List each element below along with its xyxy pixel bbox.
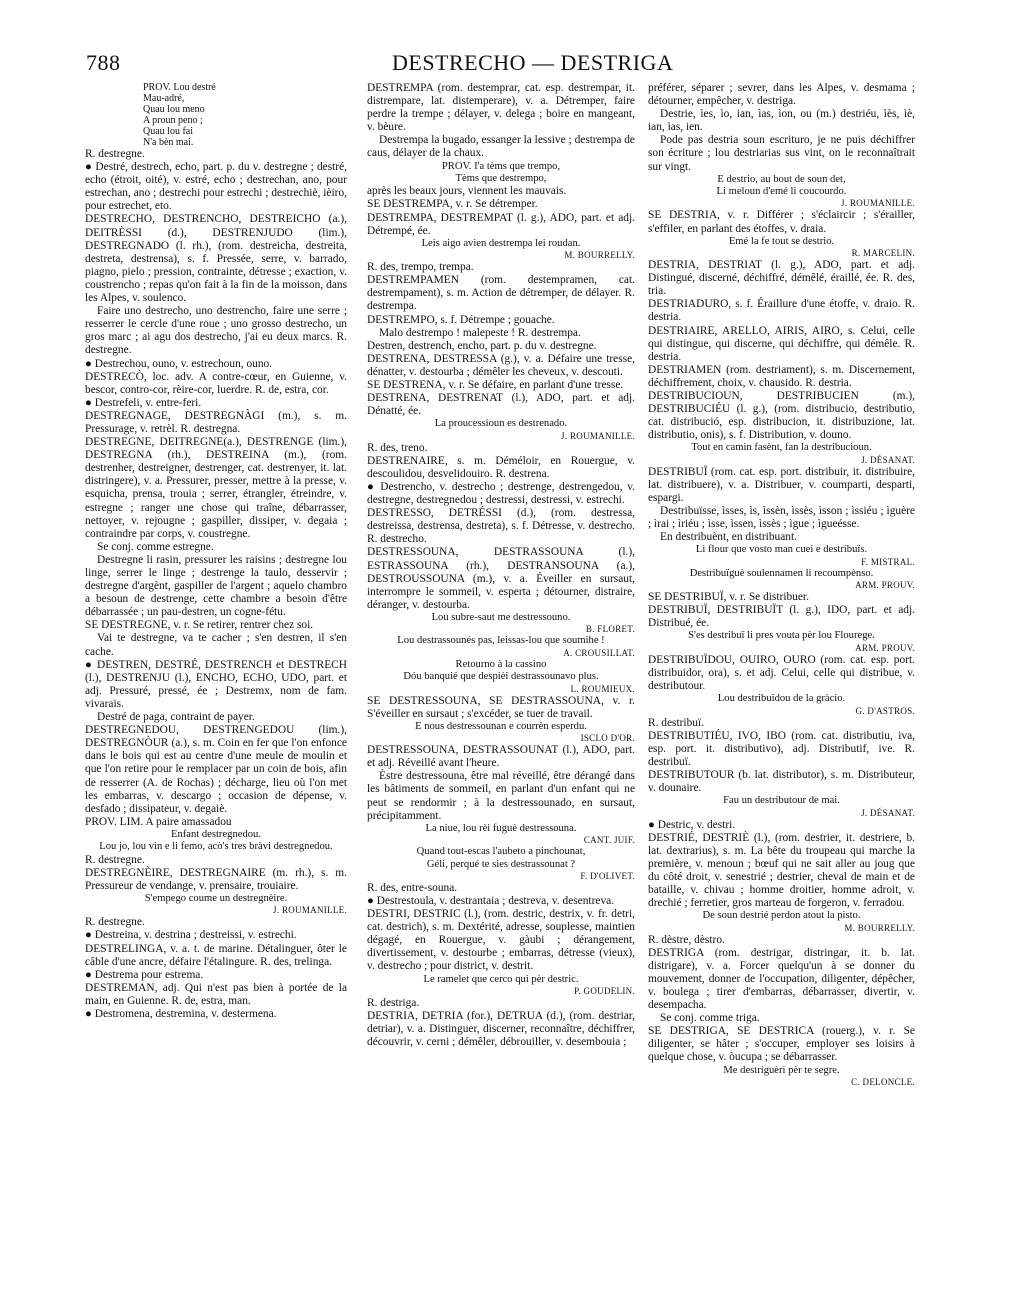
citation-author: R. MARCELIN. xyxy=(851,248,915,259)
citation-author: F. D'OLIVET. xyxy=(580,870,635,881)
dictionary-paragraph: ● Destrencho, v. destrecho ; destrenge, destrengedou, v. destregne, destregnedou ; destressi, destressi, v. estrechi. xyxy=(367,480,635,507)
quotation: La niue, lou rèi fuguè destressouna. xyxy=(425,822,577,834)
citation-author: ARM. PROUV. xyxy=(855,642,915,653)
dictionary-paragraph: DESTRIBUÏ (rom. cat. esp. port. distribuir, it. distribuire, lat. distribuere), v. a. Distribuer, v. coumparti, desparti, espargi. xyxy=(648,465,915,504)
dictionary-paragraph: DESTRI, DESTRIC (l.), (rom. destric, destrix, v. fr. detri, cat. destrich), s. m. Dextérité, adresse, souplesse, maintien dégagé, en Rouergue, v. gàubi ; dérangement, divertissement, v. destourbe ; embarras, détresse (vieux), v. destrecho ; pour district, v. destrit. xyxy=(367,908,635,973)
dictionary-paragraph: ● Destric, v. destri. xyxy=(648,818,736,831)
citation-author: ARM. PROUV. xyxy=(855,580,915,591)
dictionary-paragraph: DESTRECHO, DESTRENCHO, DESTREICHO (a.), DEITRÈSSI (d.), DESTRENJUDO (lim.), DESTREGNADO (l. rh.), (rom. destreicha, destreita, destreta, destrensa), s. f. Pressée, serre, v. barrado, piagno, pielo ; pression, contrainte, détresse ; exaction, v. coustrencho ; repas qu'on fait à la fin de la moisson, dans les Alpes, v. soulenco. xyxy=(85,213,347,305)
dictionary-paragraph: Se conj. comme estregne. xyxy=(97,540,214,553)
dictionary-paragraph: DESTRENA, DESTRENAT (l.), ADO, part. et adj. Dénatté, ée. xyxy=(367,392,635,418)
quotation: Destribuïguè soulennamen li recoumpènso. xyxy=(689,567,874,579)
dictionary-paragraph: DESTRENA, DESTRESSA (g.), v. a. Défaire une tresse, dénatter, v. destourba ; démêler les cheveux, v. descouti. xyxy=(367,352,635,378)
dictionary-paragraph: DESTRESSOUNA, DESTRASSOUNAT (l.), ADO, part. et adj. Réveillé avant l'heure. xyxy=(367,744,635,770)
dictionary-paragraph: N'a bèn mai. xyxy=(143,137,194,148)
citation-author: M. BOURRELLY. xyxy=(564,250,635,261)
dictionary-paragraph: DESTRIA, DESTRIAT (l. g.), ADO, part. et adj. Distingué, discerné, déchiffré, démêlé, éraillé, ée. R. des, tria. xyxy=(648,259,915,298)
quotation: De soun destrié perdon atout la pisto. xyxy=(702,910,861,922)
dictionary-paragraph: A proun peno ; xyxy=(143,115,203,126)
quotation: Le ramelet que cerco qui pèr destric. xyxy=(423,973,579,985)
dictionary-paragraph: DESTRIBUCIOUN, DESTRIBUCIEN (m.), DESTRIBUCIÉU (l. g.), (rom. distribucio, destributio, cat. distribució, esp. distribucion, it. distribuzione, lat. distributio, onis), s. f. Distribution, v. douno. xyxy=(648,390,915,442)
dictionary-paragraph: ● Destromena, destremina, v. destermena. xyxy=(85,1008,277,1021)
dictionary-paragraph: DESTRIADURO, s. f. Éraillure d'une étoffe, v. draio. R. destria. xyxy=(648,298,915,324)
dictionary-paragraph: DESTRIBUTOUR (b. lat. distributor), s. m. Distributeur, v. dounaire. xyxy=(648,768,915,794)
column-right xyxy=(648,82,915,1297)
dictionary-paragraph: DESTREMPO, s. f. Détrempe ; gouache. xyxy=(367,313,555,326)
dictionary-paragraph: ● Destreina, v. destrina ; destreissi, v. estrechi. xyxy=(85,929,297,942)
citation-author: CANT. JUIF. xyxy=(583,835,635,846)
quotation: Géli, perqué te sies destrassounat ? xyxy=(426,858,576,870)
dictionary-paragraph: DESTRIÉ, DESTRIÈ (l.), (rom. destrier, it. destriere, b. lat. dextrarius), s. m. La bête du troupeau qui marche la première, v. menoun ; bœuf qui ne sait aller au joug que du côté droit, v. senestrié ; destrier, cheval de main et de bataille, v. chivau ; homme droitier, homme adroit, v. drechié ; ferretier, gros marteau de forgeron, v. ferradou. xyxy=(648,831,915,910)
dictionary-paragraph: DESTRELINGA, v. a. t. de marine. Détalinguer, ôter le câble d'une ancre, défaire l'étalingure. R. des, trelinga. xyxy=(85,942,347,968)
dictionary-paragraph: PROV. Lou destré xyxy=(143,82,216,93)
quotation: Lou jo, lou vin e li femo, acò's tres bràvi destregnedou. xyxy=(99,841,333,853)
quotation: Fau un destributour de mai. xyxy=(723,795,840,807)
dictionary-paragraph: R. destregne. xyxy=(85,916,145,929)
dictionary-paragraph: SE DESTRESSOUNA, SE DESTRASSOUNA, v. r. S'éveiller en sursaut ; s'excéder, se tuer de travail. xyxy=(367,694,635,720)
quotation: Leis aigo avien destrempa lei roudan. xyxy=(421,237,581,249)
dictionary-paragraph: Èstre destressouna, être mal réveillé, être dérangé dans les bâtiments de sommeil, en parlant d'un enfant qui ne peut se rendormir ; à la destressounado, en sursaut, précipitamment. xyxy=(367,770,635,822)
dictionary-paragraph: Destren, destrench, encho, part. p. du v. destregne. xyxy=(367,339,597,352)
dictionary-paragraph: R. destribuï. xyxy=(648,716,705,729)
quotation: E nous destressounan e courrèn esperdu. xyxy=(415,720,587,732)
dictionary-paragraph: Destré de paga, contraint de payer. xyxy=(97,711,255,724)
quotation: E destrio, au bout de soun det, xyxy=(717,173,846,185)
dictionary-paragraph: DESTRIBUÏ, DESTRIBUÏT (l. g.), IDO, part. et adj. Distribué, ée. xyxy=(648,604,915,630)
dictionary-paragraph: DESTRIAMEN (rom. destriament), s. m. Discernement, déchiffrement, choix, v. chausido. R. destria. xyxy=(648,363,915,389)
dictionary-paragraph: DESTRIAIRE, ARELLO, AIRIS, AIRO, s. Celui, celle qui distingue, qui discerne, qui déchiffre, qui démêle. R. destria. xyxy=(648,324,915,363)
dictionary-paragraph: SE DESTRIA, v. r. Différer ; s'éclaircir ; s'érailler, s'effiler, en parlant des étoffes, v. draia. xyxy=(648,209,915,235)
quotation: Lou destribuïdou de la gràcio. xyxy=(717,693,846,705)
quotation: PROV. I'a tèms que trempo, xyxy=(441,160,561,172)
dictionary-paragraph: DESTREGNAGE, DESTREGNÀGI (m.), s. m. Pressurage, v. retrèl. R. destregna. xyxy=(85,409,347,435)
dictionary-paragraph: DESTREMPA (rom. destemprar, cat. esp. destrempar, it. distrempare, lat. distemperare), v. a. Détremper, faire perdre la trempe ; délayer, v. delega ; boire en mangeant, v. bèure. xyxy=(367,82,635,134)
dictionary-paragraph: préférer, séparer ; sevrer, dans les Alpes, v. desmama ; détourner, empêcher, v. destriga. xyxy=(648,82,915,108)
quotation: Dóu banquié que despièi destrassounavo plus. xyxy=(403,671,599,683)
dictionary-paragraph: DESTREMPA, DESTREMPAT (l. g.), ADO, part. et adj. Détrempé, ée. xyxy=(367,211,635,237)
dictionary-paragraph: ● DESTREN, DESTRÉ, DESTRENCH et DESTRECH (l.), DESTRENJU (l.), ENCHO, ECHO, UDO, part. et adj. Pressuré, pressé, ée ; Destremx, nom de fam. vivarais. xyxy=(85,658,347,710)
dictionary-paragraph: Destribuïsse, ìsses, ìs, ìssèn, ìssès, ìsson ; ìssiéu ; ìguère ; ìrai ; ìriéu ; ìsse, ìssen, ìssès ; ìgue ; ìgueésse. xyxy=(648,505,915,531)
dictionary-paragraph: DESTREGNEDOU, DESTRENGEDOU (lim.), DESTREGNÒUR (a.), s. m. Coin en fer que l'on enfonce dans le bois qui est au centre d'une meule de moulin et que l'on retire pour le remplacer par un coin de bois, afin de resserrer (A. de Rochas) ; décharge, lieu où l'on met les embarras, v. descargo ; occasion de dépense, v. desfado ; dissipateur, v. degaiè. xyxy=(85,724,347,815)
dictionary-paragraph: Destregne li rasin, pressurer les raisins ; destregne lou linge, serrer le linge ; destrenge la taulo, desservir ; destregne d'argènt, gaspiller de l'argent ; aquelo chambro a besoun de destrenge, cette chambre a besoin d'être débarrassée ; un pau-destren, un cogne-fétu. xyxy=(85,553,347,619)
dictionary-paragraph: R. destregne. xyxy=(85,148,145,160)
dictionary-paragraph: DESTREGNÈIRE, DESTREGNAIRE (m. rh.), s. m. Pressureur de vendange, v. prensaire, trouiaire. xyxy=(85,866,347,892)
citation-author: L. ROUMIEUX. xyxy=(570,683,635,694)
quotation: La proucessioun es destrenado. xyxy=(434,418,568,430)
dictionary-paragraph: PROV. LIM. A paire amassadou xyxy=(85,815,232,828)
dictionary-paragraph: Pode pas destria soun escrituro, je ne puis déchiffrer son écriture ; lou destriarias sus vint, on le reconnaîtrait sur vingt. xyxy=(648,134,915,173)
dictionary-paragraph: R. des, trempo, trempa. xyxy=(367,261,474,274)
dictionary-paragraph: R. destriga. xyxy=(367,996,420,1009)
citation-author: C. DELONCLE. xyxy=(851,1076,915,1087)
page-title: DESTRECHO — DESTRIGA xyxy=(392,50,674,75)
dictionary-paragraph: DESTREMAN, adj. Qui n'est pas bien à portée de la main, en Guienne. R. de, estra, man. xyxy=(85,981,347,1007)
dictionary-paragraph: SE DESTRIBUÏ, v. r. Se distribuer. xyxy=(648,591,809,604)
dictionary-paragraph: SE DESTRENA, v. r. Se défaire, en parlant d'une tresse. xyxy=(367,379,624,391)
quotation: Quand tout-escas l'aubeto a pinchounat, xyxy=(416,846,586,858)
dictionary-paragraph: DESTRIBUTIÉU, IVO, IBO (rom. cat. distributiu, iva, esp. port. it. distributivo), adj. Distributif, ive. R. destribuï. xyxy=(648,729,915,768)
dictionary-paragraph: R. dèstre, dèstro. xyxy=(648,933,725,946)
dictionary-paragraph: R. des, treno. xyxy=(367,441,428,454)
quotation: S'empego coume un destregnèire. xyxy=(144,892,288,904)
dictionary-paragraph: ● Destrefeli, v. entre-feri. xyxy=(85,396,202,409)
citation-author: G. D'ASTROS. xyxy=(855,705,915,716)
quotation: Tèms que destrempo, xyxy=(455,172,547,184)
dictionary-paragraph: SE DESTREGNE, v. r. Se retirer, rentrer chez soi. xyxy=(85,619,314,632)
dictionary-paragraph: DESTREGNE, DEITREGNE(a.), DESTRENGE (lim.), DESTREGNA (rh.), DESTREINA (m.), (rom. destrenher, destreigner, destrenger, cat. destrenyer, it. lat. distringere), v. a. Pressurer, presser, mettre à la presse, v. esquicha, prensa, trouia ; serrer, étrangler, étreindre, v. estregne ; ranger une chose qui traîne, débarrasser, nettoyer, v. rejougne ; gaspiller, dissiper, v. degaia ; contraindre par corps, v. coustregne. xyxy=(85,436,347,540)
column-middle xyxy=(367,82,635,1297)
dictionary-paragraph: ● Destrechou, ouno, v. estrechoun, ouno. xyxy=(85,357,273,370)
citation-author: J. ROUMANILLE. xyxy=(273,905,347,916)
dictionary-paragraph: DESTRIA, DETRIA (for.), DETRUA (d.), (rom. destriar, detriar), v. a. Distinguer, discerner, reconnaître, déchiffrer, découvrir, v. cerni ; démêler, débrouiller, v. desembouia ; xyxy=(367,1010,635,1049)
dictionary-paragraph: SE DESTREMPA, v. r. Se détremper. xyxy=(367,198,538,211)
citation-author: J. DÉSANAT. xyxy=(861,454,915,465)
dictionary-paragraph: ● Destré, destrech, echo, part. p. du v. destregne ; destré, echo (étroit, oité), v. estré, echo ; destrechan, ano, pour estrechan, ano ; destrechi pour estrechi ; destrechiè, ièiro, pour estrechet, eto. xyxy=(85,161,347,213)
dictionary-paragraph: DESTRECÒ, loc. adv. A contre-cœur, en Guienne, v. bescor, contro-cor, rèire-cor, luerdre. R. de, estra, cor. xyxy=(85,370,347,396)
citation-author: P. GOUDELIN. xyxy=(574,985,635,996)
quotation: Lou destrassounés pas, leissas-lou que soumihe ! xyxy=(397,635,605,647)
dictionary-paragraph: Vai te destregne, va te cacher ; s'en destren, il s'en cache. xyxy=(85,632,347,658)
page-number: 788 xyxy=(86,50,121,75)
dictionary-paragraph: DESTREMPAMEN (rom. destempramen, cat. destrempament), s. m. Action de détremper, de délayer. R. destrempa. xyxy=(367,274,635,313)
quotation: S'es destribuï li pres vouta pèr lou Flourege. xyxy=(688,630,875,642)
dictionary-paragraph: DESTRIGA (rom. destrigar, distringar, it. b. lat. distrigare), v. a. Forcer quelqu'un à se donner du mouvement, donner de l'occupation, diligenter, dépêcher, v. boulega ; tirer d'embarras, débarrasser, divertir, v. desempacha. xyxy=(648,946,915,1012)
citation-author: A. CROUSILLAT. xyxy=(563,647,635,658)
quotation: Li flour que vosto man cuei e destribuïs. xyxy=(695,544,868,556)
dictionary-paragraph: Malo destrempo ! malepeste ! R. destrempa. xyxy=(379,326,581,339)
citation-author: ISCLO D'OR. xyxy=(580,733,635,744)
dictionary-paragraph: ● Destrema pour estrema. xyxy=(85,968,204,981)
quotation: Li meloun d'emé li coucourdo. xyxy=(716,186,847,198)
dictionary-paragraph: ● Destrestoula, v. destrantaia ; destreva, v. desentreva. xyxy=(367,895,615,907)
citation-author: B. FLORET. xyxy=(585,624,635,635)
dictionary-paragraph: Destrempa la bugado, essanger la lessive ; destrempa de caus, délayer de la chaux. xyxy=(367,134,635,160)
dictionary-paragraph: DESTRESSO, DETRÉSSI (d.), (rom. destressa, destreissa, destrensa, destreta), s. f. Détresse, v. destrecho. R. destrecho. xyxy=(367,507,635,546)
quotation: Enfant destregnedou. xyxy=(170,828,262,840)
citation-author: J. ROUMANILLE. xyxy=(561,430,635,441)
dictionary-paragraph: Quau lou fai xyxy=(143,126,193,137)
page-header xyxy=(0,44,1024,84)
dictionary-paragraph: Quau lou meno xyxy=(143,104,205,115)
citation-author: J. DÉSANAT. xyxy=(861,807,915,818)
dictionary-paragraph: R. destregne. xyxy=(85,853,145,866)
citation-author: M. BOURRELLY. xyxy=(844,922,915,933)
dictionary-paragraph: Mau-adré, xyxy=(143,93,185,104)
dictionary-paragraph: SE DESTRIGA, SE DESTRICA (rouerg.), v. r. Se diligenter, se hâter ; s'occuper, employer ses loisirs à quelque chose, v. òucupa ; se débarrasser. xyxy=(648,1025,915,1064)
citation-author: J. ROUMANILLE. xyxy=(841,198,915,209)
quotation: Lou subre-saut me destressouno. xyxy=(431,611,571,623)
dictionary-paragraph: après les beaux jours, viennent les mauvais. xyxy=(367,185,567,198)
dictionary-paragraph: Faire uno destrecho, uno destrencho, faire une serre ; resserrer le cercle d'une roue ; uno grosso destrecho, un gros marc ; ai agu dos destrecho, j'ai eu deux marcs. R. destregne. xyxy=(85,305,347,357)
citation-author: F. MISTRAL. xyxy=(861,556,915,567)
quotation: Emé la fe tout se destrio. xyxy=(728,235,835,247)
dictionary-paragraph: Destrie, ìes, ìo, ian, ìas, ìon, ou (m.) destriéu, ìès, ìè, ian, ìas, ien. xyxy=(648,108,915,134)
dictionary-paragraph: R. des, entre-souna. xyxy=(367,881,458,894)
quotation: Retourno à la cassino xyxy=(455,658,547,670)
dictionary-paragraph: Se conj. comme triga. xyxy=(660,1012,760,1025)
dictionary-paragraph: En destribuènt, en distribuant. xyxy=(660,531,797,544)
dictionary-paragraph: DESTRIBUÏDOU, OUIRO, OURO (rom. cat. esp. port. distribuidor, ora), s. et adj. Celui, celle qui distribue, v. destributour. xyxy=(648,653,915,693)
quotation: Me destriguèri pèr te segre. xyxy=(723,1064,840,1076)
dictionary-paragraph: DESTRENAIRE, s. m. Déméloir, en Rouergue, v. descoulidou, desvelidouiro. R. destrena. xyxy=(367,454,635,480)
column-left xyxy=(85,82,347,1297)
dictionary-paragraph: DESTRESSOUNA, DESTRASSOUNA (l.), ESTRASSOUNA (rh.), DESTRANSOUNA (a.), DESTROUSSOUNA (m.), v. a. Éveiller en sursaut, interrompre le sommeil, v. esperta ; détourner, distraire, déranger, v. destourba. xyxy=(367,546,635,611)
quotation: Tout en camin fasènt, fan la destribucioun. xyxy=(691,442,872,454)
